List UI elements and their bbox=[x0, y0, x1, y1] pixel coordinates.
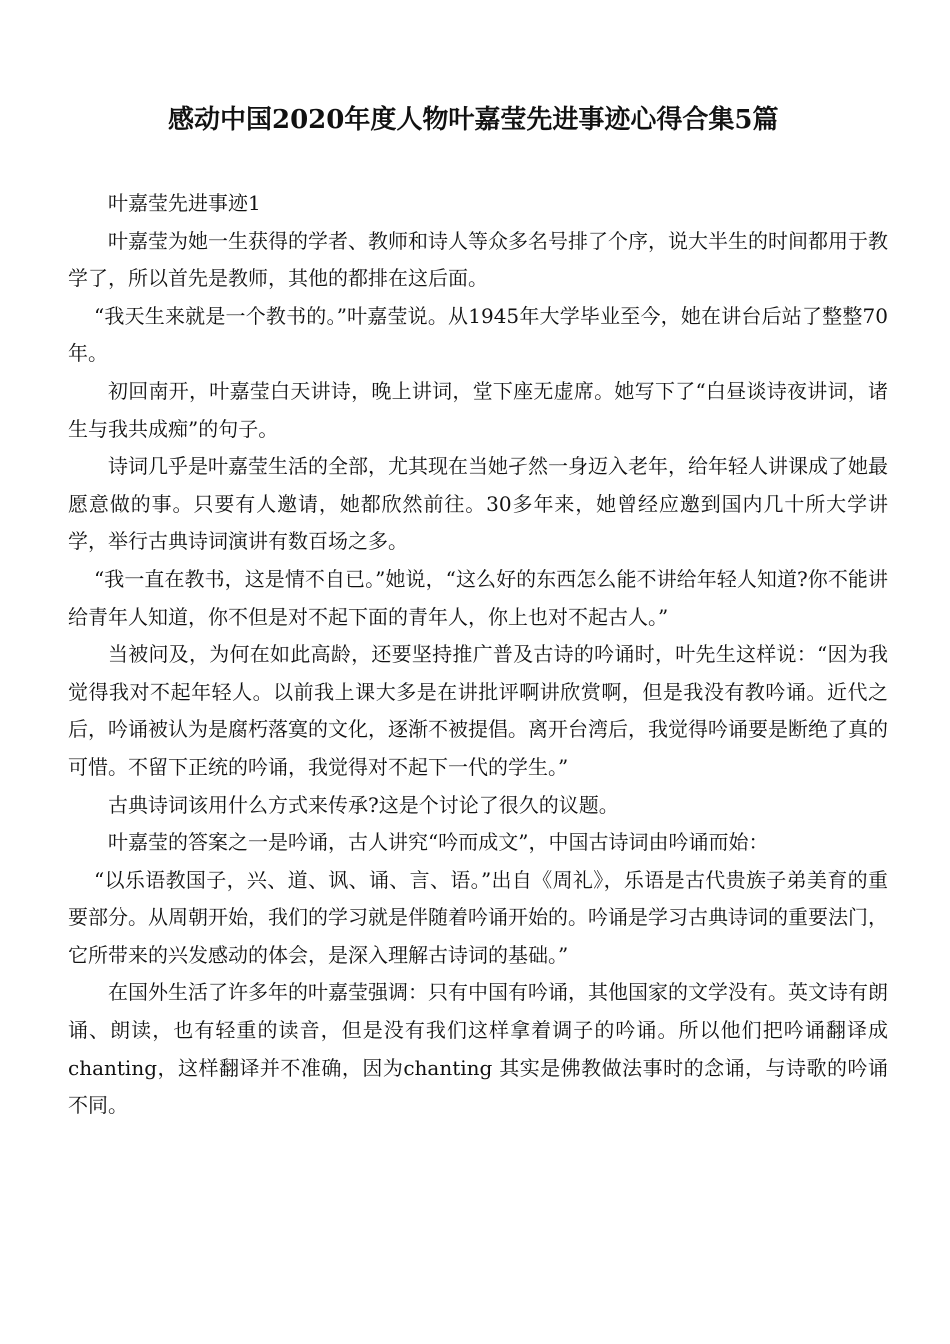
paragraph: 在国外生活了许多年的叶嘉莹强调：只有中国有吟诵，其他国家的文学没有。英文诗有朗诵、朗读，也有轻重的读音，但是没有我们这样拿着调子的吟诵。所以他们把吟诵翻译成 chanting，这样翻译并不准确，因为chanting 其实是佛教做法事时的念诵，与诗歌的吟诵不同。 bbox=[68, 980, 888, 1118]
paragraph: 叶嘉莹的答案之一是吟诵，古人讲究“吟而成文”，中国古诗词由吟诵而始： bbox=[108, 830, 769, 855]
paragraph: 初回南开，叶嘉莹白天讲诗，晚上讲词，堂下座无虚席。她写下了“白昼谈诗夜讲词，诸生与我共成痴”的句子。 bbox=[68, 378, 888, 441]
paragraph: “以乐语教国子，兴、道、讽、诵、言、语。”出自《周礼》，乐语是古代贵族子弟美育的重要部分。从周朝开始，我们的学习就是伴随着吟诵开始的。吟诵是学习古典诗词的重要法门，它所带来的兴发感动的体会，是深入理解古诗词的基础。” bbox=[68, 867, 888, 967]
paragraph: 诗词几乎是叶嘉莹生活的全部，尤其现在当她孑然一身迈入老年，给年轻人讲课成了她最愿意做的事。只要有人邀请，她都欣然前往。30多年来，她曾经应邀到国内几十所大学讲学，举行古典诗词演讲有数百场之多。 bbox=[68, 454, 888, 554]
paragraph: 古典诗词该用什么方式来传承?这是个讨论了很久的议题。 bbox=[108, 792, 619, 817]
section-heading: 叶嘉莹先进事迹1 bbox=[108, 191, 261, 215]
document-title: 感动中国2020年度人物叶嘉莹先进事迹心得合集5篇 bbox=[168, 105, 779, 135]
paragraph: “我一直在教书，这是情不自已。”她说，“这么好的东西怎么能不讲给年轻人知道?你不能讲给青年人知道，你不但是对不起下面的青年人，你上也对不起古人。” bbox=[68, 566, 888, 629]
paragraph: “我天生来就是一个教书的。”叶嘉莹说。从1945年大学毕业至今，她在讲台后站了整整70年。 bbox=[68, 303, 888, 366]
paragraph: 当被问及，为何在如此高龄，还要坚持推广普及古诗的吟诵时，叶先生这样说：“因为我觉得我对不起年轻人。以前我上课大多是在讲批评啊讲欣赏啊，但是我没有教吟诵。近代之后，吟诵被认为是腐朽落寞的文化，逐渐不被提倡。离开台湾后，我觉得吟诵要是断绝了真的可惜。不留下正统的吟诵，我觉得对不起下一代的学生。” bbox=[68, 642, 888, 779]
paragraph: 叶嘉莹为她一生获得的学者、教师和诗人等众多名号排了个序，说大半生的时间都用于教学了，所以首先是教师，其他的都排在这后面。 bbox=[68, 228, 888, 291]
document-body bbox=[68, 185, 888, 1125]
